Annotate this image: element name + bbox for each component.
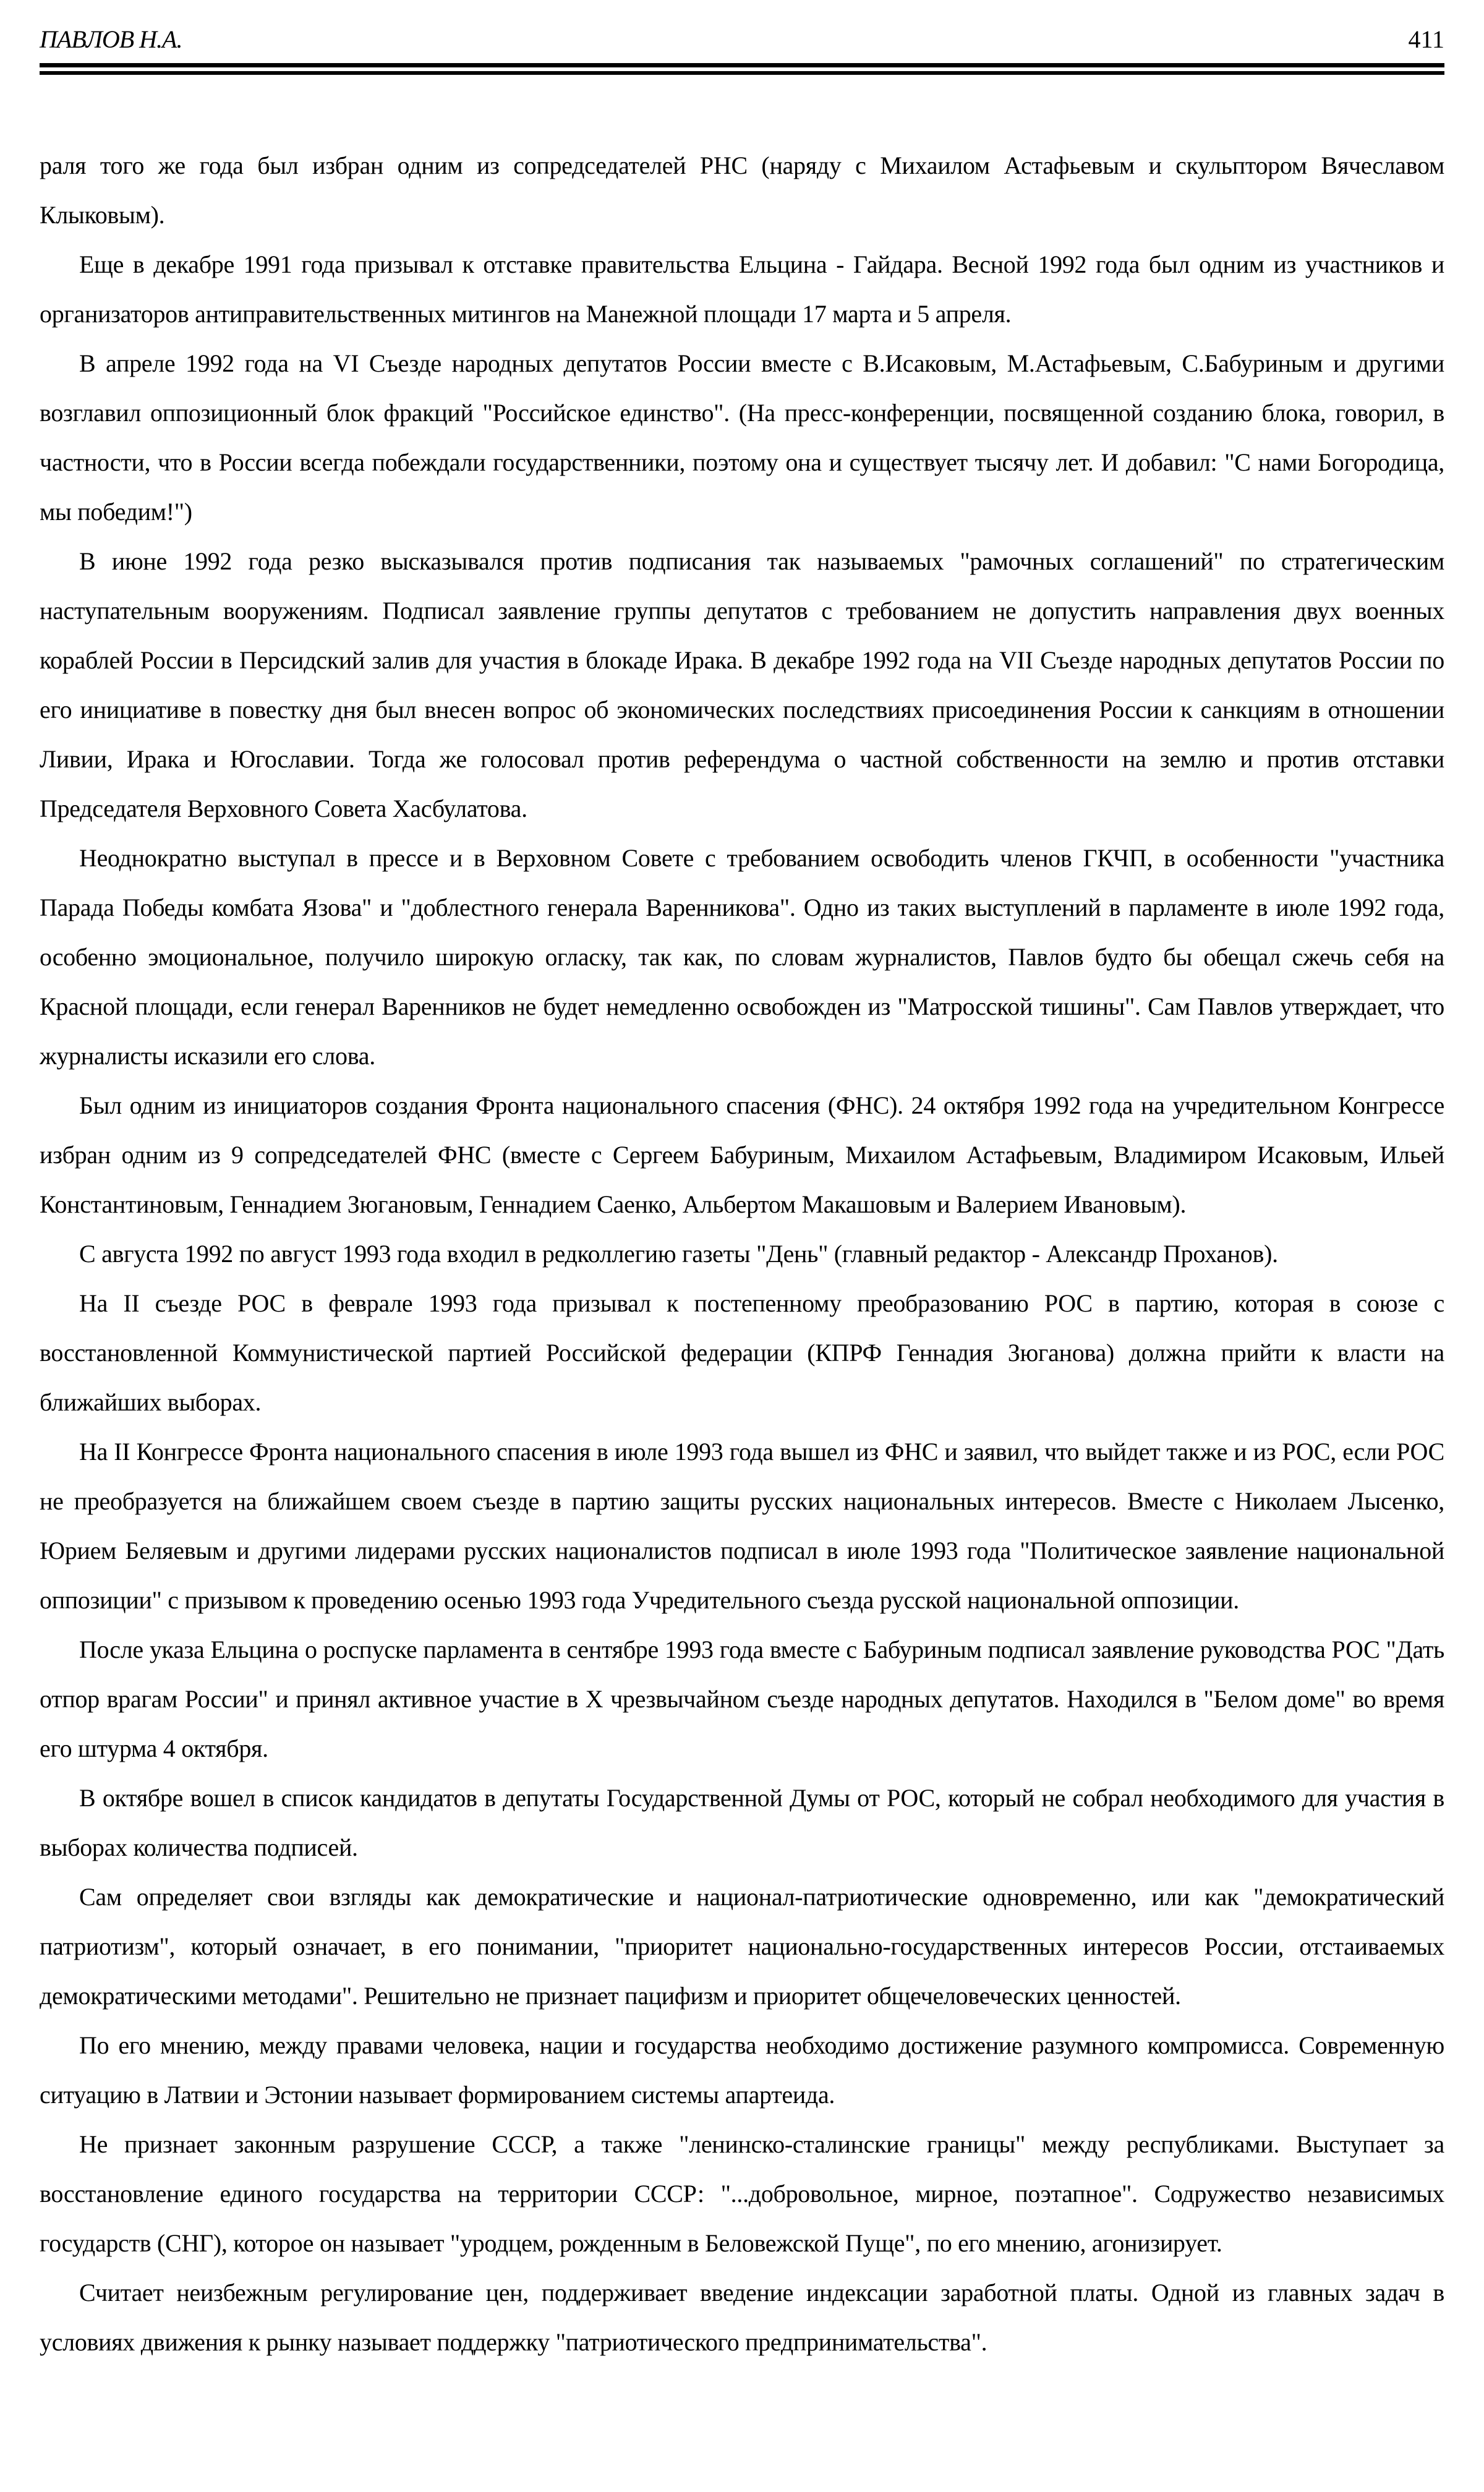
paragraph: раля того же года был избран одним из сопредседателей РНС (наряду с Михаилом Астафьевым и скульптором Вячеславом Клыковым). [40, 151, 1444, 229]
running-title: ПАВЛОВ Н.А. [40, 25, 182, 53]
paragraph: После указа Ельцина о роспуске парламента в сентябре 1993 года вместе с Бабуриным подписал заявление руководства РОС "Дать отпор врагам России" и принял активное участие в X чрезвычайном съезде народных депутатов. Находился в "Белом доме" во время его штурма 4 октября. [40, 1636, 1444, 1762]
paragraph: Считает неизбежным регулирование цен, поддерживает введение индексации заработной платы. Одной из главных задач в условиях движения к рынку называет поддержку "патриотического предпринимательства". [40, 2279, 1444, 2356]
paragraph: Неоднократно выступал в прессе и в Верховном Совете с требованием освободить членов ГКЧП, в особенности "участника Парада Победы комбата Язова" и "доблестного генерала Варенникова". Одно из таких выступлений в парламенте в июле 1992 года, особенно эмоциональное, получило широкую огласку, так как, по словам журналистов, Павлов будто бы обещал сжечь себя на Красной площади, если генерал Варенников не будет немедленно освобожден из "Матросской тишины". Сам Павлов утверждает, что журналисты исказили его слова. [40, 844, 1444, 1070]
header-rule-top [40, 63, 1444, 67]
paragraph: На II съезде РОС в феврале 1993 года призывал к постепенному преобразованию РОС в партию, которая в союзе с восстановленной Коммунистической партией Российской федерации (КПРФ Геннадия Зюганова) должна прийти к власти на ближайших выборах. [40, 1289, 1444, 1416]
header-rule-bottom [40, 71, 1444, 75]
paragraph: На II Конгрессе Фронта национального спасения в июле 1993 года вышел из ФНС и заявил, что выйдет также и из РОС, если РОС не преобразуется на ближайшем своем съезде в партию защиты русских национальных интересов. Вместе с Николаем Лысенко, Юрием Беляевым и другими лидерами русских националистов подписал в июле 1993 года "Политическое заявление национальной оппозиции" с призывом к проведению осенью 1993 года Учредительного съезда русской национальной оппозиции. [40, 1438, 1444, 1614]
paragraph: Был одним из инициаторов создания Фронта национального спасения (ФНС). 24 октября 1992 года на учредительном Конгрессе избран одним из 9 сопредседателей ФНС (вместе с Сергеем Бабуриным, Михаилом Астафьевым, Владимиром Исаковым, Ильей Константиновым, Геннадием Зюгановым, Геннадием Саенко, Альбертом Макашовым и Валерием Ивановым). [40, 1091, 1444, 1218]
page-number: 411 [1408, 25, 1444, 53]
paragraph: Сам определяет свои взгляды как демократические и национал-патриотические одновременно, или как "демократический патриотизм", который означает, в его понимании, "приоритет национально-государственных интересов России, отстаиваемых демократическими методами". Решительно не признает пацифизм и приоритет общечеловеческих ценностей. [40, 1883, 1444, 2010]
paragraph: По его мнению, между правами человека, нации и государства необходимо достижение разумного компромисса. Современную ситуацию в Латвии и Эстонии называет формированием системы апартеида. [40, 2031, 1444, 2109]
body-text [40, 0, 1444, 2392]
paragraph: В июне 1992 года резко высказывался против подписания так называемых "рамочных соглашений" по стратегическим наступательным вооружениям. Подписал заявление группы депутатов с требованием не допустить направления двух военных кораблей России в Персидский залив для участия в блокаде Ирака. В декабре 1992 года на VII Съезде народных депутатов России по его инициативе в повестку дня был внесен вопрос об экономических последствиях присоединения России к санкциям в отношении Ливии, Ирака и Югославии. Тогда же голосовал против референдума о частной собственности на землю и против отставки Председателя Верховного Совета Хасбулатова. [40, 547, 1444, 822]
paragraph: В октябре вошел в список кандидатов в депутаты Государственной Думы от РОС, который не собрал необходимого для участия в выборах количества подписей. [40, 1784, 1444, 1861]
paragraph: С августа 1992 по август 1993 года входил в редколлегию газеты "День" (главный редактор - Александр Проханов). [79, 1240, 1278, 1268]
paragraph: Не признает законным разрушение СССР, а также "ленинско-сталинские границы" между республиками. Выступает за восстановление единого государства на территории СССР: "...добровольное, мирное, поэтапное". Содружество независимых государств (СНГ), которое он называет "уродцем, рожденным в Беловежской Пуще", по его мнению, агонизирует. [40, 2130, 1444, 2257]
page-header [40, 25, 1444, 62]
paragraph: В апреле 1992 года на VI Съезде народных депутатов России вместе с В.Исаковым, М.Астафьевым, С.Бабуриным и другими возглавил оппозиционный блок фракций "Российское единство". (На пресс-конференции, посвященной созданию блока, говорил, в частности, что в России всегда побеждали государственники, поэтому она и существует тысячу лет. И добавил: "С нами Богородица, мы победим!") [40, 349, 1444, 526]
paragraph: Еще в декабре 1991 года призывал к отставке правительства Ельцина - Гайдара. Весной 1992 года был одним из участников и организаторов антиправительственных митингов на Манежной площади 17 марта и 5 апреля. [40, 250, 1444, 328]
